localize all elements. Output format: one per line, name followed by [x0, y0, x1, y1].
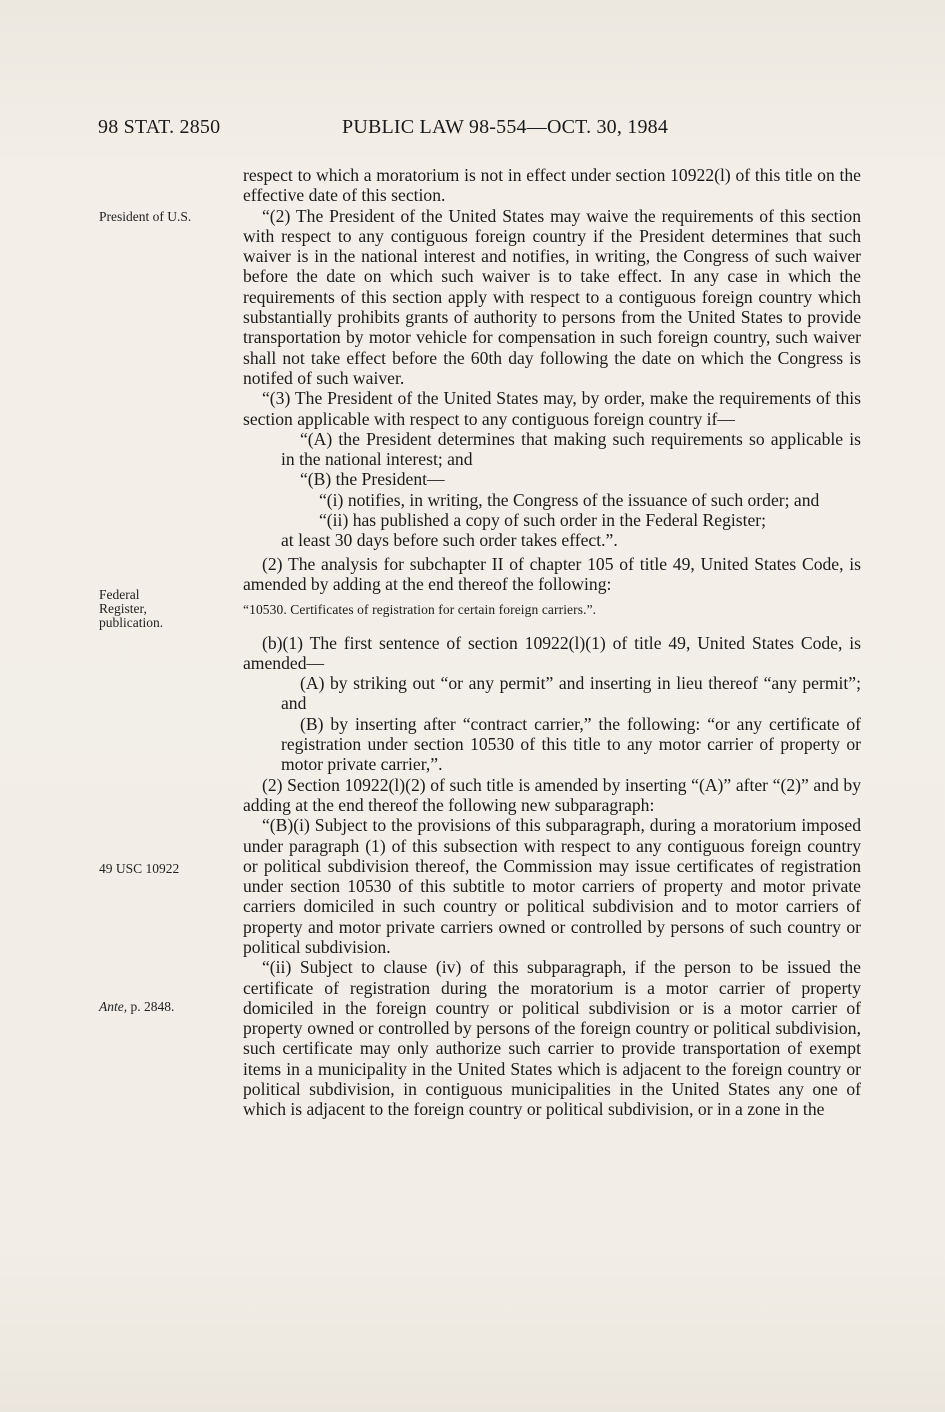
page-header — [98, 116, 858, 142]
margin-note-president: President of U.S. — [99, 209, 192, 224]
margin-note-line: Federal — [99, 587, 140, 602]
paragraph-order: “(3) The President of the United States may, by order, make the requirements of this section applicable with respect to any contiguous foreign country if— — [243, 388, 861, 429]
margin-note-line: publication. — [99, 615, 164, 630]
margin-note-ante-page: p. 2848. — [127, 999, 175, 1014]
paragraph-bi: “(B)(i) Subject to the provisions of this subparagraph, during a moratorium imposed under paragraph (1) of this subsection with respect to any contiguous foreign country or political subdivision thereof, the Commission may issue certificates of registration under section 10530 of this subtitle to motor carriers of property and motor private carriers domiciled in such country or political subdivision and to motor carriers of property and motor private carriers owned or controlled by persons of such country or political subdivision. — [243, 815, 861, 957]
paragraph-b1-a: (A) by striking out “or any permit” and inserting in lieu thereof “any permit”; and — [281, 673, 861, 714]
paragraph-section-entry: “10530. Certificates of registration for certain foreign carriers.”. — [243, 602, 597, 618]
paragraph-subclause-i: “(i) notifies, in writing, the Congress of the issuance of such order; and — [319, 489, 820, 510]
paragraph-subclause-ii: “(ii) has published a copy of such order in the Federal Register; — [319, 510, 767, 531]
margin-note-ante — [99, 1000, 174, 1014]
paragraph-effective: at least 30 days before such order takes effect.”. — [281, 530, 618, 551]
margin-note-usc: 49 USC 10922 — [99, 861, 180, 876]
paragraph-clause-b: “(B) the President— — [300, 469, 445, 490]
law-title-date: PUBLIC LAW 98-554—OCT. 30, 1984 — [342, 116, 669, 138]
paragraph-bii: “(ii) Subject to clause (iv) of this subparagraph, if the person to be issued the certificate of registration during the moratorium is a motor carrier of property domiciled in the foreign country or political subdivision or is a motor carrier of property owned or controlled by persons of the foreign country or political subdivision, such certificate may only authorize such carrier to provide transportation of exempt items in a municipality in the United States which is adjacent to the foreign country or political subdivision, in contiguous municipalities in the United States any one of which is adjacent to the foreign country or political subdivision, or in a zone in the — [243, 957, 861, 1120]
paragraph-clause-a: “(A) the President determines that making such requirements so applicable is in the national interest; and — [281, 428, 861, 470]
paragraph-b1-b: (B) by inserting after “contract carrier,” the following: “or any certificate of registration under section 10530 of this title to any motor carrier of property or motor private carrier,”. — [281, 713, 861, 775]
paragraph-continuation: respect to which a moratorium is not in effect under section 10922(l) of this title on the effective date of this section. — [243, 165, 861, 206]
paragraph-analysis: (2) The analysis for subchapter II of chapter 105 of title 49, United States Code, is amended by adding at the end thereof the following: — [243, 553, 861, 594]
paragraph-waiver: “(2) The President of the United States may waive the requirements of this section with respect to any contiguous foreign country if the President determines that such waiver is in the national interest and notifies, in writing, the Congress of such waiver before the date on which such waiver is to take effect. In any case in which the requirements of this section apply with respect to a contiguous foreign country which substantially prohibits grants of authority to persons from the United States to provide transportation by motor vehicle for compensation in such foreign country, such waiver shall not take effect before the 60th day following the date on which the Congress is notifed of such waiver. — [243, 205, 861, 388]
margin-note-line: Register, — [99, 601, 147, 616]
stat-page-number: 98 STAT. 2850 — [98, 116, 221, 138]
paragraph-b2: (2) Section 10922(l)(2) of such title is amended by inserting “(A)” after “(2)” and by adding at the end thereof the following new subparagraph: — [243, 774, 861, 815]
paragraph-b1: (b)(1) The first sentence of section 10922(l)(1) of title 49, United States Code, is amended— — [243, 632, 861, 673]
statute-body — [243, 165, 861, 1120]
margin-note-federal-register — [99, 588, 163, 630]
margin-note-ante-italic: Ante, — [99, 999, 128, 1014]
